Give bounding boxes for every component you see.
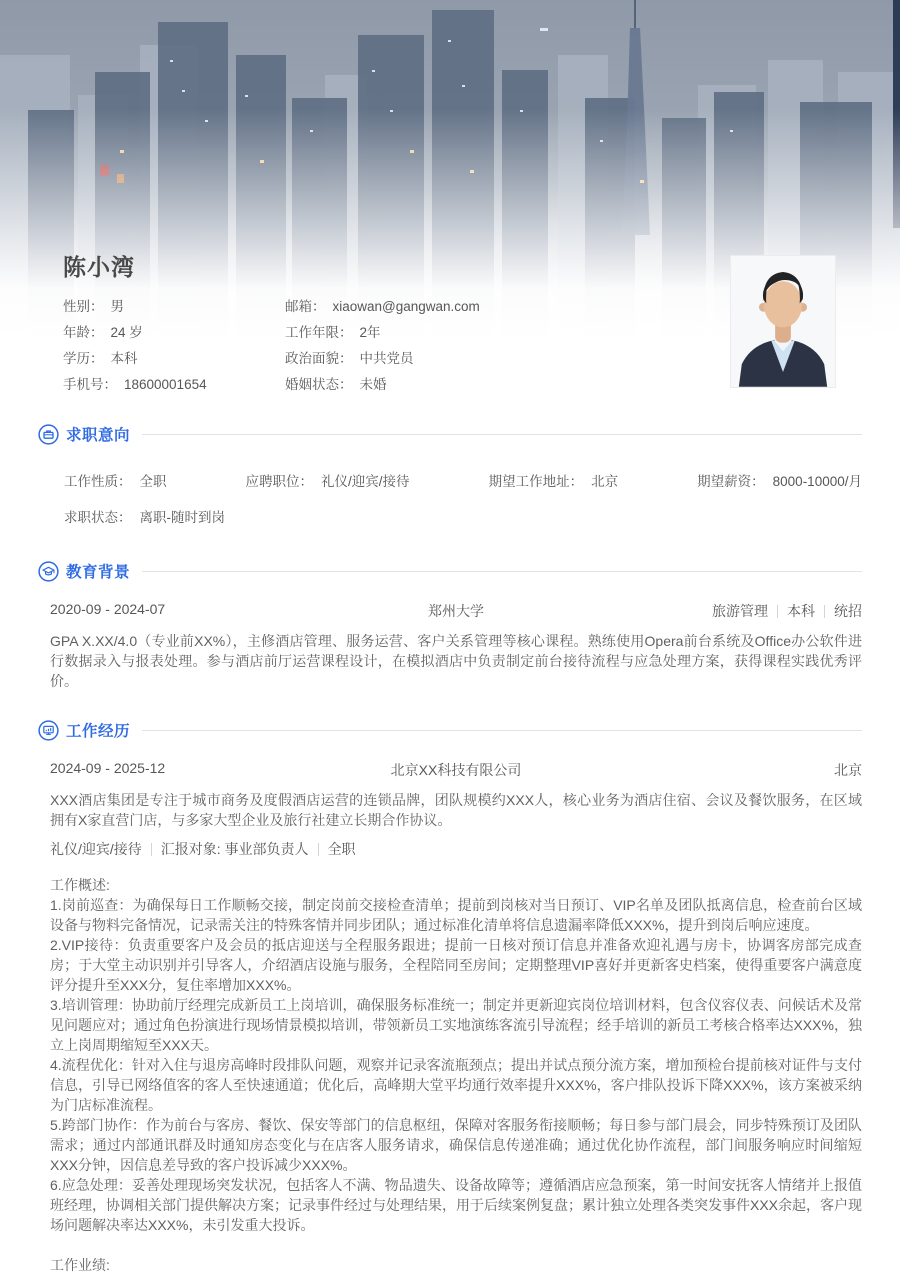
info-education-level: 学历： 本科 [63,351,138,366]
info-work-years: 工作年限： 2年 [285,325,381,340]
section-title: 求职意向 [66,427,131,444]
work-tag-position: 礼仪/迎宾/接待 [50,841,142,857]
education-description: GPA X.XX/4.0（专业前XX%），主修酒店管理、服务运营、客户关系管理等核心课程。熟练使用Opera前台系统及Office办公软件进行数据录入与报表处理。参与酒店前厅运营课程设计，在模拟酒店中负责制定前台接待流程与应急处理方案，获得课程实践优秀评价。 [50,633,862,689]
candidate-name: 陈小湾 [63,254,135,280]
education-school: 郑州大学 [428,603,484,619]
job-intent-fields-row1 [64,470,862,490]
info-gender: 性别： 男 [63,299,124,314]
education-major: 旅游管理 [712,603,768,619]
graduation-cap-icon [38,561,59,582]
work-period: 2024-09 - 2025-12 [50,760,166,776]
work-achievements-title: 工作业绩: [50,1257,110,1273]
divider [151,843,152,856]
info-email: 邮箱： xiaowan@gangwan.com [285,299,480,314]
job-intent-fields-row2 [64,506,862,526]
id-photo [730,255,836,388]
education-summary-row [50,601,862,621]
info-political-status: 政治面貌： 中共党员 [285,351,414,366]
section-divider-line [142,571,862,572]
info-age: 年龄： 24 岁 [63,325,143,340]
section-title: 工作经历 [66,723,131,740]
education-period: 2020-09 - 2024-07 [50,601,166,617]
work-tags-row [50,839,862,859]
work-overview-title: 工作概述: [50,877,110,893]
section-divider-line [142,434,862,435]
divider [318,843,319,856]
work-detail [50,875,862,1275]
work-company: 北京XX科技有限公司 [390,762,522,778]
monitor-chart-icon [38,720,59,741]
field-job-type: 工作性质： 全职 [64,474,167,489]
work-overview-item: 1.岗前巡查：为确保每日工作顺畅交接，制定岗前交接检查清单；提前到岗核对当日预订、VIP名单及团队抵离信息，检查前台区域设备与物料完备情况，记录需关注的特殊客情并同步团队；通过标准化清单将信息遗漏率降低XXX%，提升到岗后响应速度。 [50,897,862,933]
work-overview-item: 6.应急处理：妥善处理现场突发状况，包括客人不满、物品遗失、设备故障等；遵循酒店应急预案，第一时间安抚客人情绪并上报值班经理，协调相关部门提供解决方案；记录事件经过与处理结果，用于后续案例复盘；累计独立处理各类突发事件XXX余起，客户现场问题解决率达XXX%，未引发重大投诉。 [50,1177,863,1233]
work-overview-item: 2.VIP接待：负责重要客户及会员的抵店迎送与全程服务跟进；提前一日核对预订信息并准备欢迎礼遇与房卡，协调客房部完成查房；于大堂主动识别并引导客人，介绍酒店设施与服务，全程陪同至房间；定期整理VIP喜好并更新客史档案，使得重要客户满意度评分提升至XXX分，复住率增加XXX%。 [50,937,862,993]
field-position: 应聘职位： 礼仪/迎宾/接待 [245,474,410,489]
section-header-work-experience [38,718,862,742]
info-marital-status: 婚姻状态： 未婚 [285,377,387,392]
divider [777,605,778,618]
personal-info-left-column [63,294,285,398]
work-tag-job-type: 全职 [327,841,356,857]
work-location: 北京 [834,762,862,778]
education-degree: 本科 [787,603,815,619]
section-title: 教育背景 [66,564,131,581]
field-expected-salary: 期望薪资： 8000-10000/月 [697,474,862,489]
work-summary-row [50,760,862,780]
field-job-status: 求职状态： 离职-随时到岗 [64,510,225,525]
education-admission-type: 统招 [834,603,862,619]
section-divider-line [142,730,862,731]
personal-info-right-column [285,294,480,398]
field-expected-location: 期望工作地址： 北京 [488,474,619,489]
work-tag-report-to: 汇报对象: 事业部负责人 [160,841,309,857]
section-header-job-intent [38,422,862,446]
work-overview-item: 4.流程优化：针对入住与退房高峰时段排队问题，观察并记录客流瓶颈点；提出并试点预分流方案，增加预检台提前核对证件与支付信息，引导已网络值客的客人至快速通道；优化后，高峰期大堂平均通行效率提升XXX%，客户排队投诉下降XXX%，该方案被采纳为门店标准流程。 [50,1057,862,1113]
portrait-illustration [731,256,835,387]
personal-info-grid [63,294,703,398]
company-intro: XXX酒店集团是专注于城市商务及度假酒店运营的连锁品牌，团队规模约XXX人，核心业务为酒店住宿、会议及餐饮服务，在区域拥有X家直营门店，与多家大型企业及旅行社建立长期合作协议。 [50,792,862,828]
briefcase-icon [38,424,59,445]
education-meta [712,601,862,621]
work-overview-item: 5.跨部门协作：作为前台与客房、餐饮、保安等部门的信息枢纽，保障对客服务衔接顺畅；每日参与部门晨会，同步特殊预订及团队需求；通过内部通讯群及时通知房态变化与在店客人服务请求，确保信息传递准确；通过优化协作流程，部门间服务响应时间缩短XXX分钟，因信息差导致的客户投诉减少XXX%。 [50,1117,862,1173]
divider [824,605,825,618]
work-overview-item: 3.培训管理：协助前厅经理完成新员工上岗培训，确保服务标准统一；制定并更新迎宾岗位培训材料，包含仪容仪表、问候话术及常见问题应对；通过角色扮演进行现场情景模拟培训，带领新员工实地演练客流引导流程；经手培训的新员工考核合格率达XXX%，独立上岗周期缩短至XXX天。 [50,997,862,1053]
section-header-education [38,559,862,583]
info-phone: 手机号： 18600001654 [63,377,207,392]
